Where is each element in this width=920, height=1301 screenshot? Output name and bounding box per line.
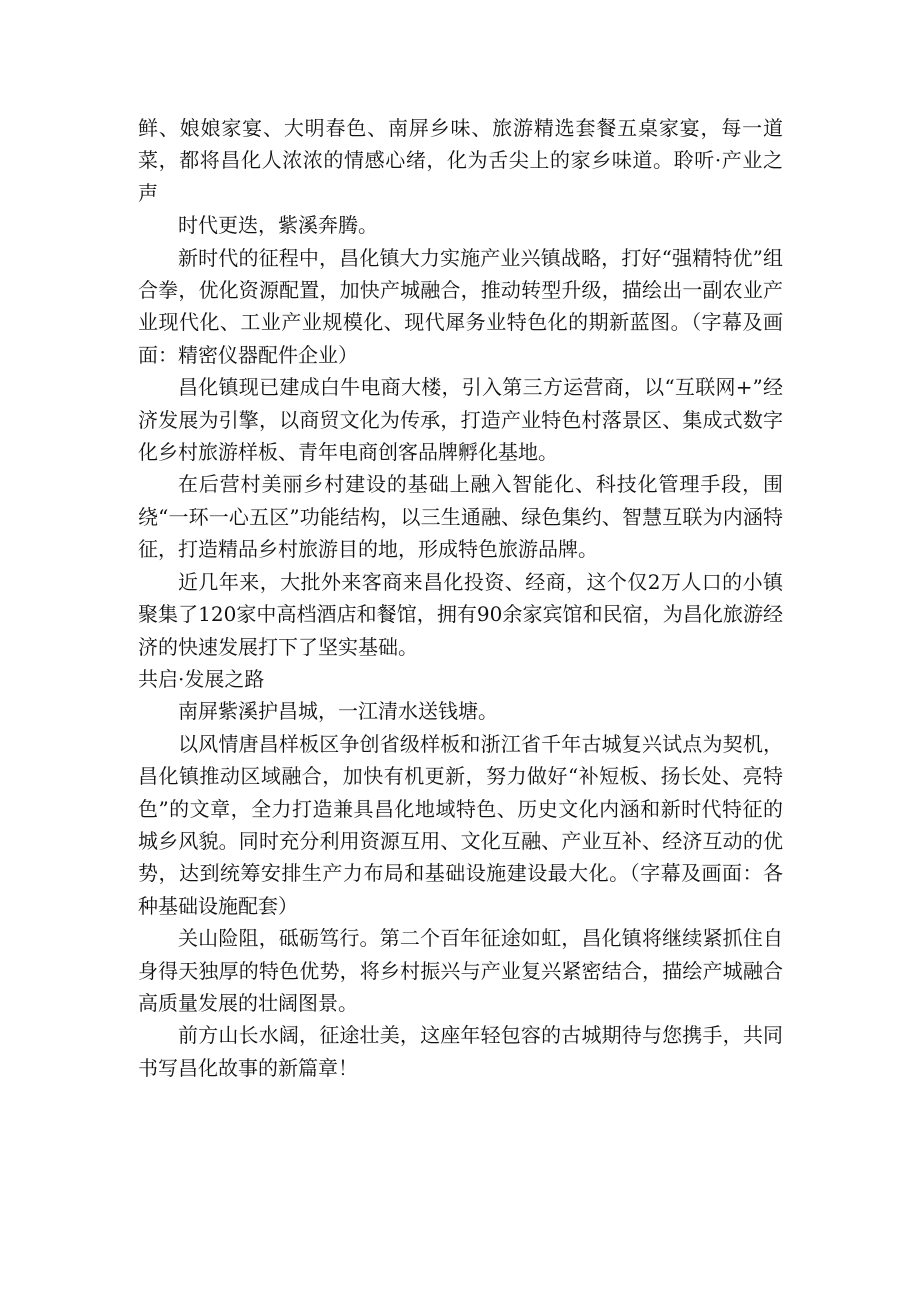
paragraph: 昌化镇现已建成白牛电商大楼，引入第三方运营商，以“互联网+”经济发展为引擎，以商贸文化为传承，打造产业特色村落景区、集成式数字化乡村旅游样板、青年电商创客品牌孵化基地。 (138, 375, 783, 465)
paragraph: 在后营村美丽乡村建设的基础上融入智能化、科技化管理手段，围绕“一环一心五区”功能结构，以三生通融、绿色集约、智慧互联为内涵特征，打造精品乡村旅游目的地，形成特色旅游品牌。 (138, 472, 783, 562)
section-heading: 共启·发展之路 (138, 666, 265, 691)
paragraph: 前方山长水阔，征途壮美，这座年轻包容的古城期待与您携手，共同书写昌化故事的新篇章！ (138, 1023, 783, 1080)
paragraph: 近几年来，大批外来客商来昌化投资、经商，这个仅2万人口的小镇聚集了120家中高档酒店和餐馆，拥有90余家宾馆和民宿，为昌化旅游经济的快速发展打下了坚实基础。 (138, 569, 783, 659)
paragraph: 以风情唐昌样板区争创省级样板和浙江省千年古城复兴试点为契机，昌化镇推动区域融合，加快有机更新，努力做好“补短板、扬长处、亮特色”的文章，全力打造兼具昌化地域特色、历史文化内涵和新时代特征的城乡风貌。同时充分利用资源互用、文化互融、产业互补、经济互动的优势，达到统筹安排生产力布局和基础设施建设最大化。（字幕及画面：各种基础设施配套） (138, 731, 783, 918)
paragraph: 关山险阻，砥砺笃行。第二个百年征途如虹，昌化镇将继续紧抓住自身得天独厚的特色优势，将乡村振兴与产业复兴紧密结合，描绘产城融合高质量发展的壮阔图景。 (138, 926, 783, 1015)
paragraph: 新时代的征程中，昌化镇大力实施产业兴镇战略，打好“强精特优”组合拳，优化资源配置，加快产城融合，推动转型升级，描绘出一副农业产业现代化、工业产业规模化、现代犀务业特色化的期新蓝图。（字幕及画面：精密仪器配件企业） (138, 245, 783, 367)
paragraph: 时代更迭，紫溪奔腾。 (178, 213, 378, 238)
paragraph: 南屏紫溪护昌城，一江清水送钱塘。 (178, 699, 498, 724)
paragraph: 鲜、娘娘家宴、大明春色、南屏乡味、旅游精选套餐五桌家宴，每一道菜，都将昌化人浓浓的情感心绪，化为舌尖上的家乡味道。聆听·产业之声 (138, 116, 783, 205)
document-body (138, 112, 783, 1084)
